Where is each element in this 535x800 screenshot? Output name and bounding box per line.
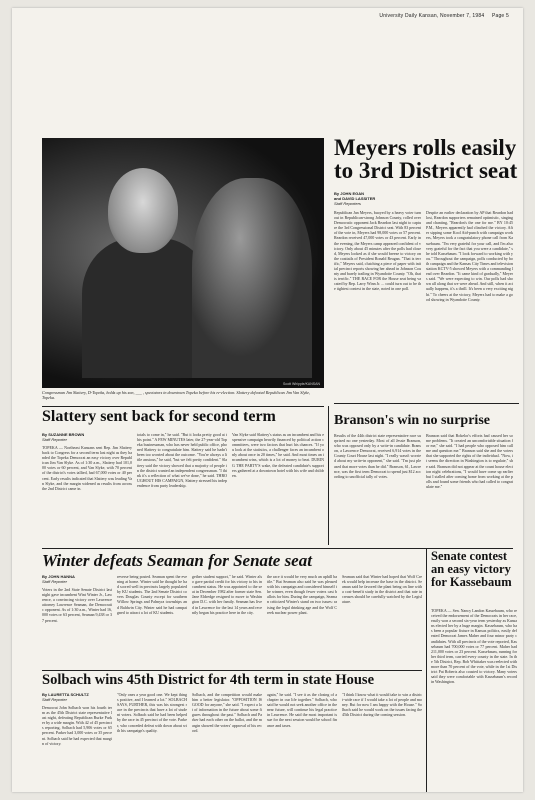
winter-col-3: gether student support," he said. Winter also gave partial credit for his victory to his incumbent status. He was appointed to the seat in December 1982 after former state Sen. Jane Eldredge resigned to move to Washington D.C. with her family. Seaman has lived in Lawrence for the last 14 years and recently began his practice here in the city. bbox=[192, 574, 262, 615]
headline-meyers: Meyers rolls easily to 3rd District seat bbox=[334, 135, 518, 184]
byline-solbach: By LAURETTA SCHULTZ Staff Reporter bbox=[42, 692, 89, 702]
headline-kassebaum: Senate contest an easy victory for Kassebaum bbox=[431, 549, 512, 589]
byline-winter: By JOHN HANNA Staff Reporter bbox=[42, 574, 75, 584]
slattery-col-2: totals to come in," he said. "But it looks pretty good at this point." A FEW MINUTES later, the 27-year-old Topeka businessman, who has never held public office, phoned Slattery to congratulate him. Slattery said he hadn't been too worried about the outcome. "You're always a little anxious," he said, "but we felt pretty confident." Slattery said the victory showed that a majority of people in the district wanted an independent congressman. "I think it's a reflection of what we've done," he said. THROUGHOUT HIS CAMPAIGN, Slattery stressed his independence from party leadership. bbox=[137, 432, 227, 488]
solbach-col-4: again," he said. "I see it as the closing of a chapter in our life together." Solbach, who said he would not seek another office in the near future, will continue his legal practice in Lawrence. He said the most important issue for the next session would be school finance and taxes. bbox=[267, 692, 337, 728]
branson-col-1: Results of the 44th district state representative race surprised no one yesterday. Most of all Jessie Branson, who was opposed only by a write-in candidate. Branson, a Lawrence Democrat, received 6,914 votes in the County Court House last night. "I really wasn't worried about my write-in opponent," she said. "I'm just pleased that more votes than he did." Branson, 61, Lawrence, was the first term Democrat to spend just $12 according to unofficial tally of votes. bbox=[334, 433, 421, 479]
headline-slattery: Slattery sent back for second term bbox=[42, 408, 276, 425]
headline-winter: Winter defeats Seaman for Senate seat bbox=[42, 551, 312, 570]
newspaper-page bbox=[12, 8, 523, 792]
paper-date: University Daily Kansan, November 7, 1984 bbox=[379, 13, 485, 19]
winter-col-4: the race it would be very much an uphill battle." But Seaman also said he was pleased with his campaign and considered himself the winner, even though fewer voters cast ballots for him. During the campaign, Seaman criticized Winter's stand on two issues: raising the legal drinking age and the Wolf Creek nuclear power plant. bbox=[267, 574, 337, 615]
headline-solbach: Solbach wins 45th District for 4th term in state House bbox=[42, 672, 375, 688]
slattery-col-3: Van Slyke said Slattery's status as an incumbent and his expensive campaign heavily financed by political action committees, were two factors that hurt his chances. "If you look at the statistics, a challenger faces an incumbent only about once in 20 times," he said. And most times an incumbent wins, which is a lot of money to beat. DURING THE PARTY'S wake, the defeated candidate's supporters gathered at a downtown hotel with his wife and children. bbox=[232, 432, 324, 478]
byline-slattery: By SUZANNE BROWN Staff Reporter bbox=[42, 432, 85, 442]
solbach-col-1: Democrat John Solbach won his fourth term as the 45th District state representative last night, defeating Republican Burke Parker by a wide margin. With 42 of 45 precincts reporting, Solbach had 5,906 votes or 65 percent. Parker had 3,000 votes or 35 percent. Solbach said he had expected that margin of victory. bbox=[42, 705, 112, 746]
kassebaum-col: TOPEKA — Sen. Nancy Landon Kassebaum, who received the endorsement of the Democrats in her race, easily won a second six-year term yesterday as Kansans elected her by a huge margin. Kassebaum, who has been a popular fixture in Kansas politics, easily defeated Democrat James Maher and four minor party candidates. With all precincts of the vote reported, Kassebaum had 700,000 votes or 77 percent. Maher had 211,000 votes or 23 percent. Kassebaum, running for her third term, carried every county in the state. In the 5th District, Rep. Bob Whittaker was reelected with more than 70 percent of the vote, while in the 1st District Pat Roberts also coasted to victory. Many voters said they were comfortable with Kassebaum's record in Washington. bbox=[431, 608, 517, 685]
folio bbox=[373, 13, 509, 19]
slattery-col-1: TOPEKA — Northeast Kansans sent Rep. Jim Slattery back to Congress for a second term last night as they handed the Topeka Democrat an easy victory over Republican Jim Van Slyke. As of 1:30 a.m., Slattery had 101,000 votes or 60 percent, and Van Slyke, with 70 percent of the district's votes tallied, had 67,000 votes or 40 percent. Early results indicated that Slattery was leading Van Slyke, and the margin widened as results from across the 2nd District came in. bbox=[42, 445, 132, 491]
lead-photo bbox=[42, 138, 324, 388]
byline-meyers: By JOHN EGAN and DAVID LASSITER Staff Reporters bbox=[334, 191, 376, 206]
winter-col-2: reverse being posted. Seaman spent the evening at home. Winter said he thought he had scored well in precincts largely populated by KU students. The 2nd Senate District covers Douglas County except for southern Willow Springs and Palmyra townships and Baldwin City. Winter said he had campaigned to attract a lot of KU students. bbox=[117, 574, 187, 615]
page-number: Page 5 bbox=[491, 13, 509, 19]
branson-col-2: Branson said that Bokelor's efforts had caused her some problems. "It created an uncomfortable situation for me," she said. "I had people who opposed him call me and question me." Branson said she and the voters that she supported the rights of the individual. "Now, it seems the direction in Washington is to regulate," she said. Branson did not appear at the count house election night celebrations, "I would have come up earlier but I stalled after coming home from working at the polls and found some friends who had called to congratulate me." bbox=[426, 433, 513, 489]
winter-col-5: Seaman said that Winter had hoped that Wolf Creek would help increase the base in the district. Seaman said he favored the plant being on line with a cost-benefit study in the district and that rate increases should be carefully watched by the Legislature. bbox=[342, 574, 422, 605]
solbach-col-3: Solbach, and the competition would make him a better legislator. "OPPOSITION IS GOOD for anyone," she said. "I expect a lot of information in the future about some figures throughout the past." Solbach and Parker had each other on the ballot, and the margin showed the voters' approval of his record. bbox=[192, 692, 262, 733]
winter-col-1: Voters in the 2nd State Senate District last night gave incumbent Wint Winter Jr., Lawrence, a convincing victory over Lawrence attorney Lawrence Seaman, the Democratic opponent. As of 1:30 a.m., Winter had 16,000 votes or 63 percent, Seaman 9,438 or 37 percent. bbox=[42, 587, 112, 623]
meyers-col-2: Despite an earlier declaration by AP that Reardon had lost, Reardon supporters remained optimistic, singing and chanting, "Reardon's the one for me." BY 10:45 P.M., Meyers apparently had clinched the victory. After sipping some Kool Aid-punch with campaign workers, Meyers took a congratulatory phone call from Kassebaum. "I'm very grateful for your call, and I'm also very grateful for the fact that you were a candidate," she told Kassebaum. "I look forward to working with you." Throughout the campaign, polls conducted by both campaign and the Kansas City Times and television station KCTV-5 showed Meyers with a commanding lead over Reardon. "It came kind of gradually," Meyers said. "We were expecting to win. Our polls had shown all along that we were ahead. And still, when it actually happens, it's a thrill. It's been a very exciting night." To cheers at the victory, Meyers had to make a good showing in Wyandotte County. bbox=[426, 210, 513, 302]
solbach-col-2: "Only ones a year good one. We kept things positive, and I learned a lot." SOLBACH SAYS, FURTHER, this was his strongest race in the precincts that have a lot of student voters. Solbach said he had been helped by the race in 45 precinct of the vote. Parker, who conceded defeat with down about with his campaign's quality. bbox=[117, 692, 187, 733]
solbach-col-5: "I think I know what it would take to win a district-wide race if I would take a lot of people and money. But for now I am happy with the House." Solbach said he would work on the issues facing the 45th District during the coming session. bbox=[342, 692, 422, 718]
meyers-col-1: Republican Jan Meyers, buoyed by a heavy voter turnout in Republican-strong Johnson County, rolled over Democratic opponent Jack Reardon last night to capture the 3rd Congressional District seat. With 83 percent of the vote in, Meyers had 98,000 votes or 57 percent. Reardon received 47,000 votes or 43 percent. Early in the evening, the Meyers camp appeared confident of victory. Only about 45 minutes after the polls had closed, Meyers looked as if she would breeze to victory on the coattails of President Ronald Reagan. "That is terrific," Meyers said, clutching a piece of paper with initial precinct reports showing her ahead in Johnson County and barely trailing in Wyandotte County. "Oh, that is terrific." THE RACE FOR the House seat being vacated by Rep. Larry Winn Jr. ... could turn out to be the tightest contest in the state, noted in one poll. bbox=[334, 210, 421, 292]
headline-branson: Branson's win no surprise bbox=[334, 413, 490, 428]
photo-credit: Scott Whipple/KANSAN bbox=[283, 382, 320, 386]
photo-caption: Congressman Jim Slattery, D-Topeka, holds up his son, ___ , spectators in downtown Topeka before his re-election. Slattery defeated Republican Jim Van Slyke, Topeka. bbox=[42, 390, 311, 400]
